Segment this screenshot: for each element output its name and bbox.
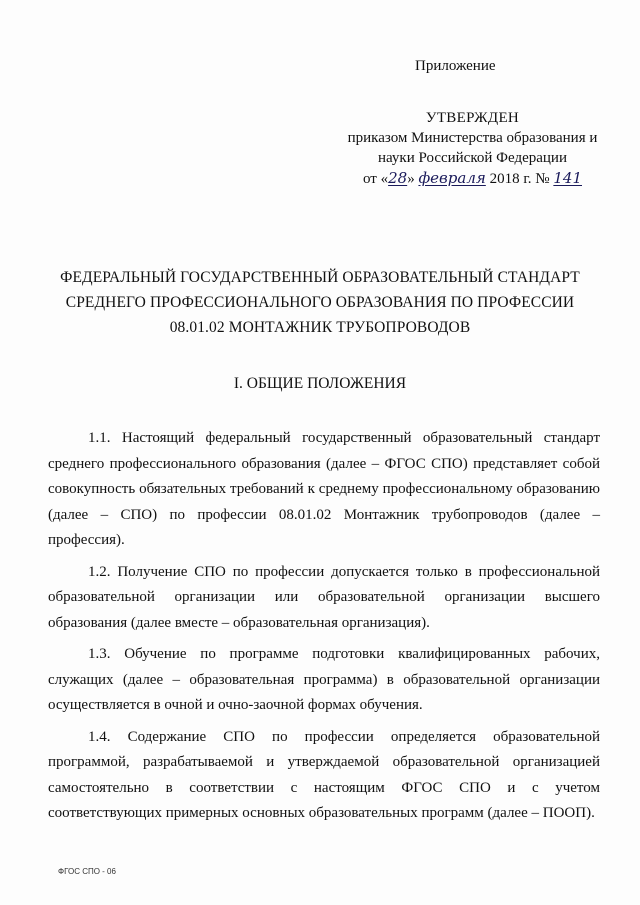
date-day-handwritten: 28 bbox=[388, 169, 408, 187]
approved-label: УТВЕРЖДЕН bbox=[425, 110, 520, 126]
paragraph-1-2: 1.2. Получение СПО по профессии допускается только в профессиональной образовательной организации или образовательной организации высшего образования (далее вместе – образовательная организация). bbox=[48, 563, 600, 631]
title-line-2: СРЕДНЕГО ПРОФЕССИОНАЛЬНОГО ОБРАЗОВАНИЯ ПО ПРОФЕССИИ bbox=[65, 294, 575, 311]
approval-block bbox=[330, 108, 615, 189]
date-mid: » bbox=[407, 171, 415, 187]
footer-code: ФГОС СПО - 06 bbox=[58, 867, 116, 876]
paragraph-1-1: 1.1. Настоящий федеральный государственный образовательный стандарт среднего профессионального образования (далее – ФГОС СПО) представляет собой совокупность обязательных требований к среднему профессиональному образованию (далее – СПО) по профессии 08.01.02 Монтажник трубопроводов (далее – профессия). bbox=[48, 430, 600, 548]
title-line-3: 08.01.02 МОНТАЖНИК ТРУБОПРОВОДОВ bbox=[169, 319, 471, 336]
paragraph-1-4: 1.4. Содержание СПО по профессии определяется образовательной программой, разрабатываемой и утверждаемой образовательной организацией самостоятельно в соответствии с настоящим ФГОС СПО и с учетом соответствующих примерных основных образовательных программ (далее – ПООП). bbox=[48, 728, 600, 821]
title-line-1: ФЕДЕРАЛЬНЫЙ ГОСУДАРСТВЕННЫЙ ОБРАЗОВАТЕЛЬНЫЙ СТАНДАРТ bbox=[60, 269, 580, 286]
section-heading: I. ОБЩИЕ ПОЛОЖЕНИЯ bbox=[233, 375, 407, 392]
document-title bbox=[40, 265, 600, 340]
order-line-1: приказом Министерства образования и bbox=[347, 130, 598, 146]
paragraph-1-3: 1.3. Обучение по программе подготовки квалифицированных рабочих, служащих (далее – образовательная программа) в образовательной организации осуществляется в очной и очно-заочной формах обучения. bbox=[48, 646, 600, 713]
date-prefix: от « bbox=[362, 171, 389, 187]
order-date-line bbox=[330, 168, 615, 189]
section-body bbox=[48, 426, 600, 833]
date-month-handwritten: февраля bbox=[418, 169, 486, 187]
annex-label: Приложение bbox=[415, 58, 496, 74]
date-year-label: 2018 г. № bbox=[489, 171, 550, 187]
order-number-handwritten: 141 bbox=[553, 169, 582, 187]
order-line-2: науки Российской Федерации bbox=[377, 150, 567, 166]
